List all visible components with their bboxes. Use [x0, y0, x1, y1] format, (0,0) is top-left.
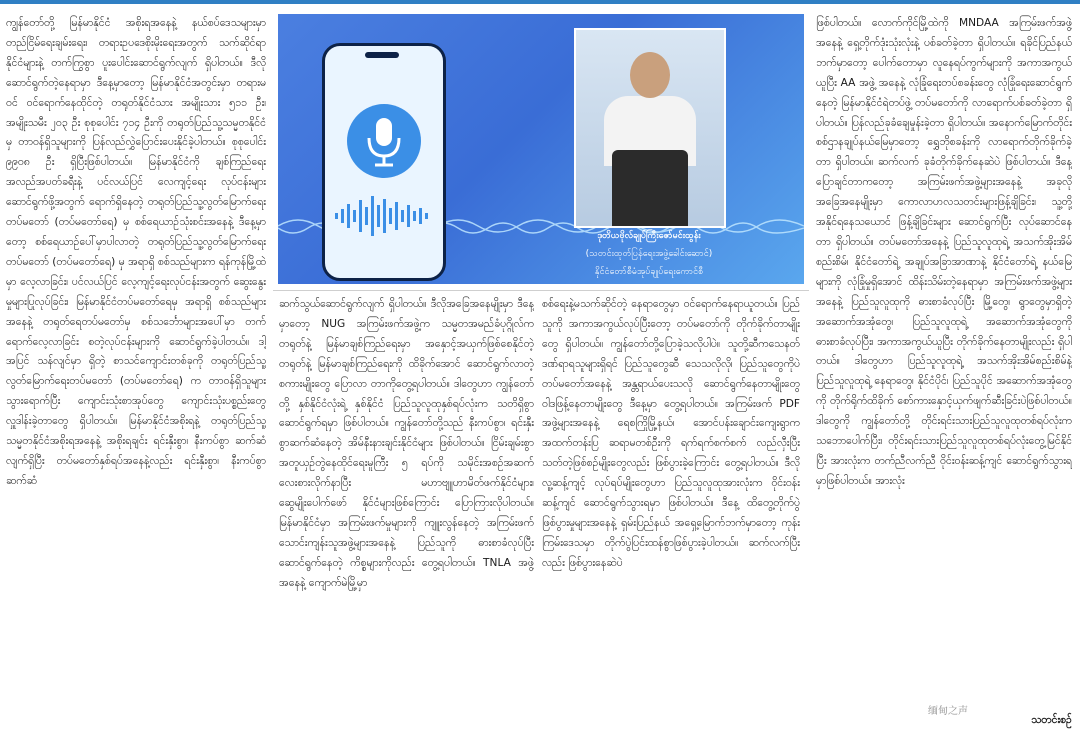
caption-name: ဒုတိယဗိုလ်ချုပ်ကြီးဇော်မင်းထွန်း [597, 231, 701, 241]
column-1-text: ကျွန်တော်တို့ မြန်မာနိုင်ငံ အစိုးရအနေနဲ့ နယ်စပ်ဒေသများမှာ တည်ငြိမ်ရေးချမ်းရေး၊ တရားဥပဒေစိုးမိုးရေးအတွက် သက်ဆိုင်ရာ နိုင်ငံများနဲ့ တက်ကြွစွာ ပူးပေါင်းဆောင်ရွက်လျက် ရှိပါတယ်။ ဒီလိုဆောင်ရွက်တဲ့နေရာမှာ ဒီနေ့မှာတော့ မြန်မာနိုင်ငံအတွင်းမှာ တရားမဝင် ဝင်ရောက်နေထိုင်တဲ့ တရုတ်နိုင်ငံသား အမျိုးသား ၅၁၁ ဦး၊ အမျိုးသမီး ၂၀၃ ဦး စုစုပေါင်း ၇၁၄ ဦးကို တရုတ်ပြည်သူ့သမ္မတနိုင်ငံမှ တာဝန်ရှိသူများကို ပြန်လည်လွှဲပြောင်းပေးနိုင်ခဲ့ပါတယ်။ စုစုပေါင်း ၉၉၀၈ ဦး ရှိပြီးဖြစ်ပါတယ်။ မြန်မာနိုင်ငံကို ချစ်ကြည်ရေးအလည်အပတ်ခရီးနဲ့ ပင်လယ်ပြင် လေကျင့်ရေး လုပ်ငန်းများ ဆောင်ရွက်ဖို့အတွက် ရောက်ရှိနေတဲ့ တရုတ်ပြည်သူ့လွတ်မြောက်ရေး တပ်မတော် (တပ်မတော်ရေ) မှ စစ်ရေယာဉ်သုံးစင်းအနေနဲ့ ဒီနေ့မှာတော့ စစ်ရေယာဉ်ပေါ်မှာပါလာတဲ့ တရုတ်ပြည်သူ့လွတ်မြောက်ရေး တပ်မတော် (တပ်မတော်ရေ) မှ အရာရှိ စစ်သည်များက ရန်ကုန်မြို့ထဲမှာ လေ့လာခြင်း၊ ပင်လယ်ပြင် လေ့ကျင့်ရေးလုပ်ငန်းအတွက် ဆွေးနွေးမှုများပြုလုပ်ခြင်း၊ မြန်မာနိုင်ငံတပ်မတော်ရေမှ အရာရှိ စစ်သည်များအနေနဲ့ တရုတ်ရေတပ်မတော်မှ စစ်သင်္ဘောများအပေါ်မှာ တက်ရောက်လေ့လာခြင်း စတဲ့လုပ်ငန်းများကို ဆောင်ရွက်ခဲ့ပါတယ်။ ဒါ့အပြင် သန်လျင်မှာ ရှိတဲ့ စာသင်ကျောင်းတစ်ခုကို တရုတ်ပြည်သူ့လွတ်မြောက်ရေးတပ်မတော် (တပ်မတော်ရေ) က တာဝန်ရှိသူများ သွားရောက်ပြီး ကျောင်းသုံးစာအုပ်တွေ ကျောင်းသုံးပစ္စည်းတွေ လှူဒါန်းခဲ့တာတွေ ရှိပါတယ်။ မြန်မာနိုင်ငံအစိုးရနဲ့ တရုတ်ပြည်သူ့သမ္မတနိုင်ငံအစိုးရအနေနဲ့ အစိုးရချင်း ရင်းနှီးစွာ၊ နီးကပ်စွာ ဆက်ဆံလျက်ရှိပြီး တပ်မတော်နှစ်ရပ်အနေနဲ့လည်း ရင်းနှီးစွာ၊ နီးကပ်စွာ ဆက်ဆံ [6, 17, 266, 487]
watermark: 缅甸之声 [928, 706, 968, 717]
column-2-text: ဆက်သွယ်ဆောင်ရွက်လျက် ရှိပါတယ်။ ဒီလိုအခြေအနေမျိုးမှာ ဒီနေ့မှာတော့ NUG အကြမ်းဖက်အဖွဲ့က သမ္မတအမည်ခံပုဂ္ဂိုလ်က တရုတ်နဲ့ မြန်မာချစ်ကြည်ရေးမှာ အနှောင့်အယှက်ဖြစ်စေနိုင်တဲ့ တရုတ်နဲ့ မြန်မာချစ်ကြည်ရေးကို ထိခိုက်အောင် ဆောင်ရွက်လာတဲ့ စကားမျိုးတွေ ပြောလာ တာကိုတွေ့ရပါတယ်။ ဒါတွေဟာ ကျွန်တော်တို့ နှစ်နိုင်ငံလုံးရဲ့ နှစ်နိုင်ငံ ပြည်သူလူထုနှစ်ရပ်လုံးက သတိရှိစွာ ဆောင်ရွက်ရမှာ ဖြစ်ပါတယ်။ ကျွန်တော်တို့သည် နီးကပ်စွာ၊ ရင်းနှီးစွာဆက်ဆံနေတဲ့ အိမ်နီးနားချင်းနိုင်ငံများ ဖြစ်ပါတယ်။ ငြိမ်းချမ်းစွာ အတူယှဉ်တွဲနေထိုင်ရေးမူကြီး ၅ ရပ်ကို သမိုင်းအစဉ်အဆက် လေးစားလိုက်နာပြီး မဟာဗျူဟာမိတ်ဖက်နိုင်ငံများ၊ ဆွေမျိုးပေါက်ဖော် နိုင်ငံများဖြစ်ကြောင်း ပြောကြားလိုပါတယ်။ မြန်မာနိုင်ငံမှာ အကြမ်းဖက်မှုများကို ကျူးလွန်နေတဲ့ အကြမ်းဖက်သောင်းကျန်းသူအဖွဲ့များအနေနဲ့ ပြည်သူကို ဓားစာခံလုပ်ပြီး ဆောင်ရွက်နေတဲ့ ကိစ္စများကိုလည်း တွေ့ရပါတယ်။ TNLA အဖွဲ့အနေနဲ့ ကျောက်မဲမြို့မှာ [279, 298, 534, 589]
column-3-text: စစ်ရေးနဲ့မသက်ဆိုင်တဲ့ နေရာတွေမှာ ဝင်ရောက်နေရာယူတယ်။ ပြည်သူကို အကာအကွယ်လုပ်ပြီးတော့ တပ်မတော်ကို တိုက်ခိုက်တာမျိုးတွေ ရှိပါတယ်။ ကျွန်တော်တို့ပြောခဲ့သလိုပါပဲ။ သူတို့ဆီကသေနတ်ဒဏ်ရာရသူများရှိရင် ပြည်သူတွေဆီ သေသလိုလို၊ ပြည်သူတွေကိုပဲ တပ်မတော်အနေနဲ့ အန္တရာယ်ပေးသလို ဆောင်ရွက်နေတာမျိုးတွေ ဝါဒဖြန့်နေတာမျိုးတွေ ဒီနေ့မှာ တွေ့ရပါတယ်။ အကြမ်းဖက် PDF အဖွဲ့များအနေနဲ့ ရေစကြိုမြို့နယ်၊ အောင်ပန်းချောင်းကျေးရွာက အထက်တန်းပြ ဆရာမတစ်ဦးကို ရက်ရက်စက်စက် လည်လှီးပြီး သတ်တဲ့ဖြစ်စဉ်မျိုးတွေလည်း ဖြစ်ပွားခဲ့ကြောင်း တွေ့ရပါတယ်။ ဒီလိုလူ့ဆန့်ကျင့် လုပ်ရပ်မျိုးတွေဟာ ပြည်သူလူထုအားလုံးက ဝိုင်းဝန်းဆန့်ကျင် ဆောင်ရွက်သွားရမှာ ဖြစ်ပါတယ်။ ဒီနေ့ ထိတွေ့တိုက်ပွဲ ဖြစ်ပွားမှုများအနေနဲ့ ရှမ်းပြည်နယ် အရှေ့မြောက်ဘက်မှာတော့ ကုန်းကြမ်းဒေသမှာ တိုက်ပွဲပြင်းထန်စွာဖြစ်ပွားခဲ့ပါတယ်။ ဆက်လက်ပြီးလည်း ဖြစ်ပွားနေဆဲပဲ [542, 298, 800, 569]
audio-bars-icon [333, 196, 435, 236]
phone-notch [365, 52, 399, 58]
article-column-4 [816, 14, 1072, 714]
caption-role: (သတင်းထုတ်ပြန်ရေးအဖွဲ့ခေါင်းဆောင်) [585, 249, 713, 259]
phone-illustration [322, 43, 446, 281]
caption-org: နိုင်ငံတော်စီမံအုပ်ချုပ်ရေးကောင်စီ [594, 267, 704, 277]
speaker-portrait [574, 28, 726, 228]
column-4-text: ဖြစ်ပါတယ်။ လောက်ကိုင်မြို့ထဲကို MNDAA အကြမ်းဖက်အဖွဲ့ အနေနဲ့ ရှေ့တိုက်ဒုံးသုံးလုံးနဲ့ ပစ်ခတ်ခဲ့တာ ရှိပါတယ်။ ရခိုင်ပြည်နယ်ဘက်မှာတော့ ပေါက်တောမှာ လူနေရပ်ကွက်များကို အကာအကွယ်ယူပြီး AA အဖွဲ့ အနေနဲ့ လုံခြုံရေးတပ်စခန်းတွေ လုံခြုံရေးဆောင်ရွက်နေတဲ့ မြန်မာနိုင်ငံရဲတပ်ဖွဲ့ တပ်မတော်ကို လာရောက်ပစ်ခတ်ခဲ့တာ ရှိပါတယ်။ ပြန်လည်ခုခံချေမှုန်းခဲ့တာ ရှိပါတယ်။ အနောက်မြောက်တိုင်း စစ်ဌာနချုပ်နယ်မြေမှာတော့ ရွှေဘိုစခန်းကို လာရောက်တိုက်ခိုက်ခဲ့တာ ရှိပါတယ်။ ဆက်လက် ခုခံတိုက်ခိုက်နေဆဲပဲ ဖြစ်ပါတယ်။ ဒီနေ့ပြောချင်တာကတော့ အကြမ်းဖက်အဖွဲ့များအနေနဲ့ အခုလိုအခြေအနေမျိုးမှာ ကောလာဟလသတင်းများဖြန့်ချိခြင်း၊ သူ့တို့ အနိုင်ရနေသယောင် ဖြန့်ချိခြင်းများ ဆောင်ရွက်ပြီး လုပ်ဆောင်နေတာ ရှိပါတယ်။ တပ်မတော်အနေနဲ့ ပြည်သူလူထုရဲ့ အသက်အိုးအိမ်စည်းစိမ်၊ နိုင်ငံတော်ရဲ့ အချုပ်အခြာအာဏာနဲ့ နိုင်ငံတော်ရဲ့ နယ်မြေများကို လုံခြုံမှုရှိအောင် ထိန်းသိမ်းတဲ့နေရာမှာ အကြမ်းဖက်အဖွဲ့များအနေနဲ့ ပြည်သူလူထုကို ဓားစာခံလုပ်ပြီး မြို့တွေ၊ ရွာတွေမှာရှိတဲ့ အဆောက်အအုံတွေ၊ ပြည်သူလူထုရဲ့ အဆောက်အအုံတွေကို ဓားစာခံလုပ်ပြီး၊ အကာအကွယ်ယူပြီး တိုက်ခိုက်နေတာမျိုးလည်း ရှိပါတယ်။ ဒါတွေဟာ ပြည်သူလူထုရဲ့ အသက်အိုးအိမ်စည်းစိမ်နဲ့ ပြည်သူလူထုရဲ့ နေရာတွေ၊ နိုင်ငံပိုင်၊ ပြည်သူပိုင် အဆောက်အအုံတွေကို တိုက်ရိုက်ထိခိုက် စော်ကားနှောင့်ယှက်ဖျက်ဆီးခြင်းပဲဖြစ်ပါတယ်။ ဒါတွေကို ကျွန်တော်တို့ တိုင်းရင်းသားပြည်သူလူထုတစ်ရပ်လုံးက သဘောပေါက်ပြီး၊ တိုင်းရင်းသားပြည်သူလူထုတစ်ရပ်လုံးတွေ့မြင်နိုင်ပြီး အားလုံးက တက်ညီလက်ညီ ဝိုင်းဝန်းဆန့်ကျင် ဆောင်ရွက်သွားရမှာဖြစ်ပါတယ်။ အားလုံး [816, 17, 1072, 487]
article-column-1 [6, 14, 266, 726]
article-column-3 [542, 295, 800, 727]
podium [612, 150, 688, 226]
speaker-head [630, 52, 670, 98]
figure-divider [273, 290, 809, 291]
top-accent-bar [0, 0, 1080, 4]
article-figure [278, 14, 804, 284]
article-column-2 [279, 295, 534, 727]
byline-signature: သတင်းစဉ် [1031, 714, 1072, 726]
microphone-icon [347, 104, 421, 178]
